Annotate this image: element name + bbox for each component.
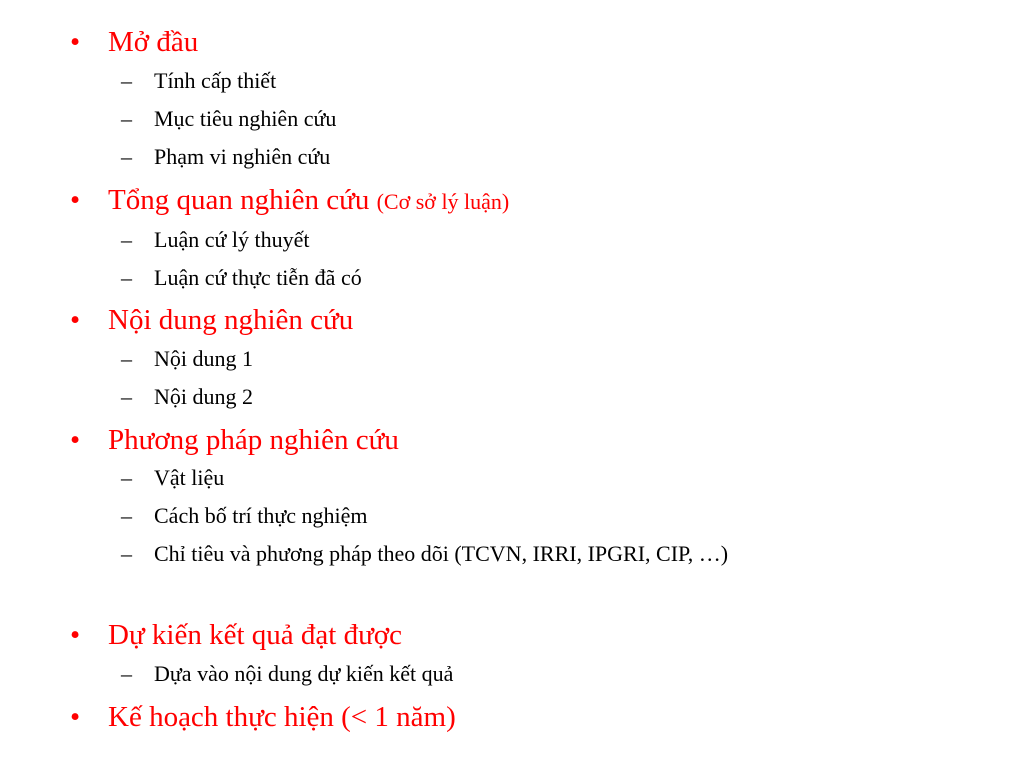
- bullet-icon: •: [70, 304, 81, 336]
- dash-icon: –: [121, 661, 132, 686]
- dash-icon: –: [121, 346, 132, 371]
- outline-item-mo-dau: [70, 28, 198, 57]
- outline-subitem-label: Luận cứ lý thuyết: [154, 227, 310, 252]
- outline-item-note: (Cơ sở lý luận): [376, 189, 510, 214]
- outline-subitem-label: Luận cứ thực tiễn đã có: [154, 265, 362, 290]
- outline-subitem: [121, 543, 728, 565]
- outline-subitem-label: Tính cấp thiết: [154, 68, 277, 93]
- dash-icon: –: [121, 465, 132, 490]
- outline-subitem: [121, 70, 276, 92]
- dash-icon: –: [121, 68, 132, 93]
- outline-item-label: Dự kiến kết quả đạt được: [108, 619, 402, 651]
- dash-icon: –: [121, 541, 132, 566]
- outline-subitem: [121, 663, 453, 685]
- outline-subitem: [121, 146, 330, 168]
- outline-item-label: Kế hoạch thực hiện (< 1 năm): [108, 701, 456, 733]
- outline-item-tong-quan: [70, 186, 509, 215]
- bullet-icon: •: [70, 424, 81, 456]
- outline-subitem-label: Phạm vi nghiên cứu: [154, 144, 331, 169]
- outline-subitem-label: Mục tiêu nghiên cứu: [154, 106, 337, 131]
- dash-icon: –: [121, 144, 132, 169]
- bullet-icon: •: [70, 26, 81, 58]
- bullet-icon: •: [70, 619, 81, 651]
- dash-icon: –: [121, 384, 132, 409]
- outline-subitem: [121, 108, 336, 130]
- outline-subitem-label: Dựa vào nội dung dự kiến kết quả: [154, 661, 454, 686]
- outline-subitem: [121, 229, 310, 251]
- outline-item-noi-dung: [70, 306, 353, 335]
- outline-subitem-label: Cách bố trí thực nghiệm: [154, 503, 368, 528]
- outline-subitem: [121, 505, 368, 527]
- outline-subitem: [121, 267, 362, 289]
- outline-item-phuong-phap: [70, 426, 399, 455]
- dash-icon: –: [121, 503, 132, 528]
- dash-icon: –: [121, 265, 132, 290]
- outline-subitem-label: Chỉ tiêu và phương pháp theo dõi (TCVN, IRRI, IPGRI, CIP, …): [154, 541, 729, 566]
- outline-subitem-label: Nội dung 1: [154, 346, 253, 371]
- bullet-icon: •: [70, 701, 81, 733]
- outline-item-du-kien: [70, 621, 402, 650]
- dash-icon: –: [121, 227, 132, 252]
- outline-item-ke-hoach: [70, 703, 456, 732]
- outline-item-label: Tổng quan nghiên cứu: [108, 184, 370, 216]
- bullet-icon: •: [70, 184, 81, 216]
- outline-item-label: Phương pháp nghiên cứu: [108, 424, 399, 456]
- outline-item-label: Mở đầu: [108, 26, 199, 58]
- outline-subitem: [121, 386, 253, 408]
- dash-icon: –: [121, 106, 132, 131]
- outline-subitem: [121, 467, 224, 489]
- outline-subitem-label: Nội dung 2: [154, 384, 253, 409]
- outline-subitem: [121, 348, 253, 370]
- outline-subitem-label: Vật liệu: [154, 465, 225, 490]
- outline-item-label: Nội dung nghiên cứu: [108, 304, 354, 336]
